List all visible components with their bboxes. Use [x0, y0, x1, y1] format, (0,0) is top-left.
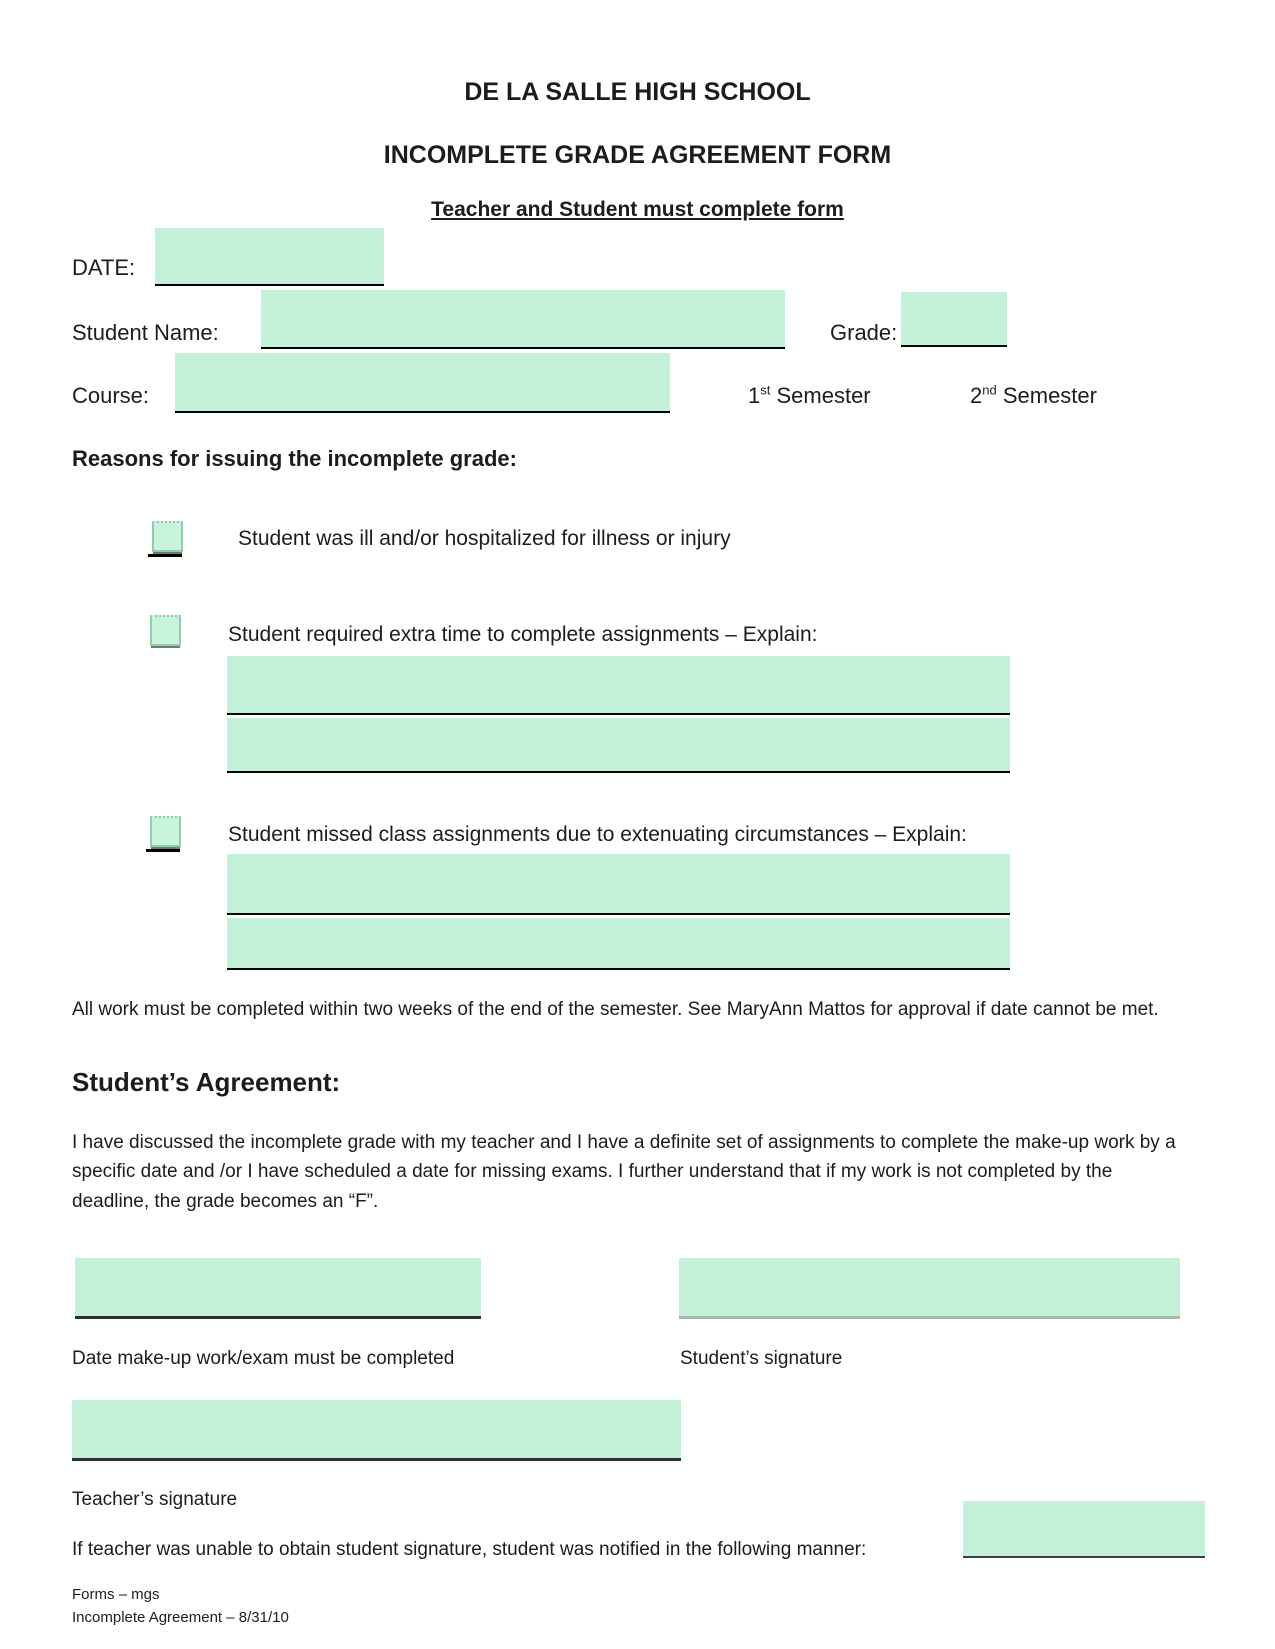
checkbox-underline	[148, 554, 182, 557]
reason-ill-checkbox[interactable]	[152, 521, 183, 552]
teacher-signature-label: Teacher’s signature	[72, 1489, 238, 1510]
student-name-label: Student Name:	[72, 320, 219, 345]
date-field[interactable]	[155, 228, 384, 286]
missed-explain-line-2[interactable]	[227, 918, 1010, 970]
reason-ill-label: Student was ill and/or hospitalized for illness or injury	[238, 527, 731, 550]
form-instruction: Teacher and Student must complete form	[431, 198, 844, 221]
deadline-note: All work must be completed within two weeks of the end of the semester. See MaryAnn Mattos for approval if date cannot be met.	[72, 999, 1159, 1020]
reason-extra-time-checkbox[interactable]	[150, 615, 181, 646]
notification-manner-field[interactable]	[963, 1501, 1205, 1558]
student-name-field[interactable]	[261, 290, 785, 349]
grade-field[interactable]	[901, 292, 1007, 347]
notification-text: If teacher was unable to obtain student signature, student was notified in the following manner:	[72, 1539, 867, 1560]
date-makeup-label: Date make-up work/exam must be completed	[72, 1348, 455, 1369]
footer-line-1: Forms – mgs	[72, 1586, 160, 1603]
student-signature-label: Student’s signature	[680, 1348, 843, 1369]
course-label: Course:	[72, 383, 150, 408]
semester-2-ordinal: nd	[982, 382, 997, 398]
semester-1-label: 1st Semester	[748, 382, 871, 408]
date-makeup-field[interactable]	[75, 1258, 481, 1319]
reason-extra-time-label: Student required extra time to complete assignments – Explain:	[228, 623, 818, 646]
reasons-heading: Reasons for issuing the incomplete grade:	[72, 446, 517, 471]
agreement-text: I have discussed the incomplete grade with my teacher and I have a definite set of assignments to complete the make-up work by a specific date and /or I have scheduled a date for missing exams. I further understand that if my work is not completed by the deadline, the grade becomes an “F”.	[72, 1132, 1176, 1212]
student-signature-field[interactable]	[679, 1258, 1180, 1319]
footer-line-2: Incomplete Agreement – 8/31/10	[72, 1609, 289, 1627]
reason-missed-label: Student missed class assignments due to extenuating circumstances – Explain:	[228, 823, 967, 846]
footer	[72, 1583, 289, 1630]
teacher-signature-field[interactable]	[72, 1400, 681, 1461]
extra-time-explain-line-2[interactable]	[227, 718, 1010, 773]
semester-2-label: 2nd Semester	[970, 382, 1097, 408]
extra-time-explain-line-1[interactable]	[227, 656, 1010, 715]
page-title: DE LA SALLE HIGH SCHOOL	[464, 78, 811, 106]
grade-label: Grade:	[830, 320, 898, 345]
checkbox-underline	[146, 849, 180, 852]
semester-1-ordinal: st	[760, 382, 771, 398]
agreement-heading: Student’s Agreement:	[72, 1067, 341, 1097]
form-title: INCOMPLETE GRADE AGREEMENT FORM	[383, 141, 892, 169]
missed-explain-line-1[interactable]	[227, 854, 1010, 915]
date-label: DATE:	[72, 255, 136, 280]
reason-missed-checkbox[interactable]	[150, 816, 181, 847]
course-field[interactable]	[175, 353, 670, 413]
